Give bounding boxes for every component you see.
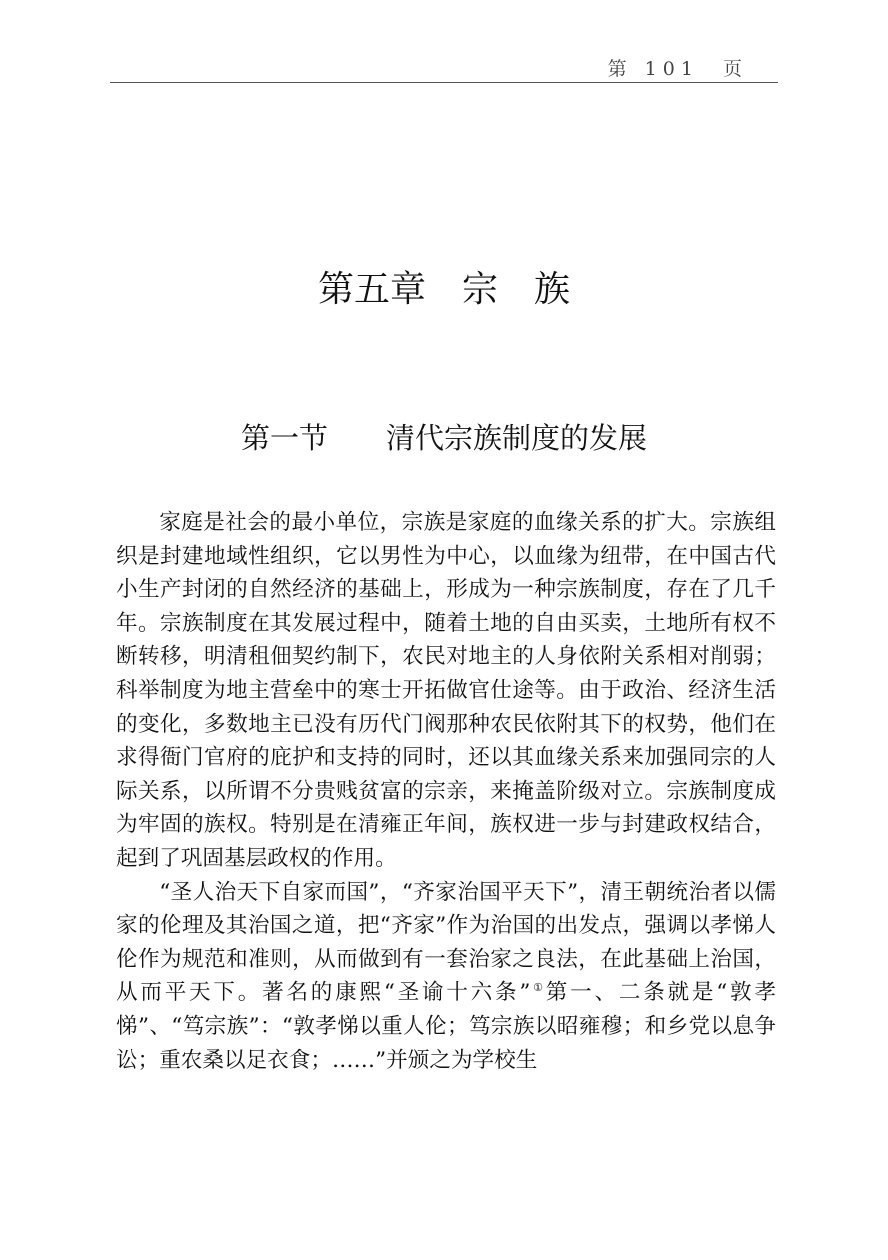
paragraph-2	[116, 876, 776, 1078]
page-header	[110, 52, 778, 83]
page-number: 第 101 页	[607, 58, 748, 80]
paragraph-2-text-before: “圣人治天下自家而国”，“齐家治国平天下”，清王朝统治者以儒家的伦理及其治国之道，把“齐家”作为治国的出发点，强调以孝悌人伦作为规范和准则，从而做到有一套治家之良法，在此基础上治国，从而平天下。著名的康熙“圣谕十六条”	[116, 879, 776, 1006]
chapter-title: 第五章 宗 族	[317, 269, 570, 310]
footnote-marker[interactable]: ①	[530, 981, 546, 995]
paragraph-2-text-after: 第一、二条就是“敦孝悌”、“笃宗族”：“敦孝悌以重人伦；笃宗族以昭雍穆；和乡党以息争讼；重农桑以足衣食；……”并颁之为学校生	[116, 980, 776, 1073]
body-text	[116, 506, 776, 1077]
section-title: 第一节 清代宗族制度的发展	[240, 421, 647, 455]
paragraph-1: 家庭是社会的最小单位，宗族是家庭的血缘关系的扩大。宗族组织是封建地域性组织，它以男性为中心，以血缘为纽带，在中国古代小生产封闭的自然经济的基础上，形成为一种宗族制度，存在了几千年。宗族制度在其发展过程中，随着土地的自由买卖，土地所有权不断转移，明清租佃契约制下，农民对地主的人身依附关系相对削弱；科举制度为地主营垒中的寒士开拓做官仕途等。由于政治、经济生活的变化，多数地主已没有历代门阀那种农民依附其下的权势，他们在求得衙门官府的庇护和支持的同时，还以其血缘关系来加强同宗的人际关系，以所谓不分贵贱贫富的宗亲，来掩盖阶级对立。宗族制度成为牢固的族权。特别是在清雍正年间，族权进一步与封建政权结合，起到了巩固基层政权的作用。	[116, 510, 776, 871]
